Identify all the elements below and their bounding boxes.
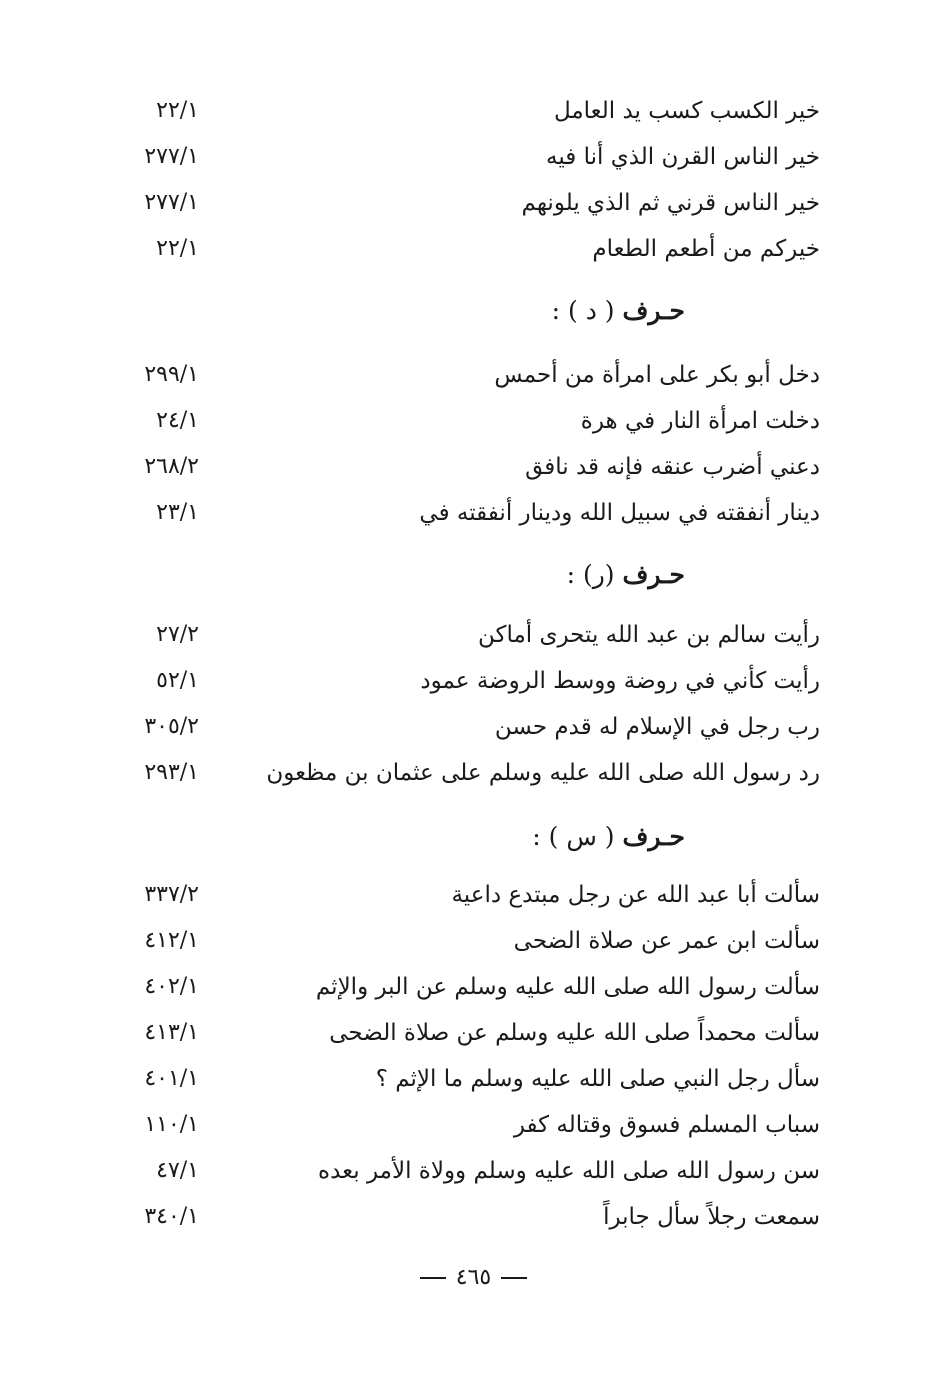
- entry-reference: ٤٧/١: [156, 1158, 199, 1183]
- entry-text: رب رجل في الإسلام له قدم حسن: [494, 714, 820, 740]
- entry-reference: ٣٠٥/٢: [144, 714, 199, 739]
- index-entry: [0, 1056, 947, 1102]
- entry-text: سألت ابن عمر عن صلاة الضحى: [513, 928, 820, 954]
- entry-reference: ٤٠١/١: [144, 1066, 199, 1091]
- index-entry: [0, 750, 947, 796]
- heading-word: حـرف: [622, 296, 685, 325]
- index-entry: [0, 612, 947, 658]
- entry-reference: ٢٧/٢: [156, 622, 199, 647]
- entry-text: سألت أبا عبد الله عن رجل مبتدع داعية: [451, 882, 820, 908]
- entry-reference: ٢٢/١: [156, 98, 199, 123]
- index-entry: [0, 1148, 947, 1194]
- entry-text: خير الكسب كسب يد العامل: [553, 98, 820, 124]
- index-entry: [0, 134, 947, 180]
- entry-text: خيركم من أطعم الطعام: [592, 236, 820, 262]
- entry-text: دخلت امرأة النار في هرة: [580, 408, 820, 434]
- index-entry: [0, 88, 947, 134]
- entry-text: رأيت سالم بن عبد الله يتحرى أماكن: [478, 622, 820, 648]
- index-entry: [0, 226, 947, 272]
- entry-text: رد رسول الله صلى الله عليه وسلم على عثمان بن مظعون: [266, 760, 820, 786]
- entry-reference: ٢٣/١: [156, 500, 199, 525]
- entry-text: رأيت كأني في روضة ووسط الروضة عمود: [420, 668, 820, 694]
- entry-text: دخل أبو بكر على امرأة من أحمس: [494, 362, 820, 388]
- entry-reference: ٣٤٠/١: [144, 1204, 199, 1229]
- entry-reference: ٢٩٩/١: [144, 362, 199, 387]
- entry-reference: ١١٠/١: [144, 1112, 199, 1137]
- index-entry: [0, 872, 947, 918]
- index-entry: [0, 1010, 947, 1056]
- page-number: ٤٦٥: [455, 1265, 492, 1290]
- heading-letter: ( س ) :: [532, 822, 615, 851]
- index-entry: [0, 704, 947, 750]
- index-entry: [0, 398, 947, 444]
- entry-text: سأل رجل النبي صلى الله عليه وسلم ما الإثم ؟: [375, 1066, 820, 1092]
- entry-text: خير الناس قرني ثم الذي يلونهم: [521, 190, 820, 216]
- footer-dash-right: [501, 1277, 527, 1279]
- entry-text: دينار أنفقته في سبيل الله ودينار أنفقته في: [419, 500, 820, 526]
- index-entry: [0, 444, 947, 490]
- index-entry: [0, 658, 947, 704]
- entry-reference: ٢٤/١: [156, 408, 199, 433]
- entry-text: خير الناس القرن الذي أنا فيه: [546, 144, 820, 170]
- footer-dash-left: [420, 1277, 446, 1279]
- entry-reference: ٢٧٧/١: [144, 144, 199, 169]
- page-footer: [0, 1258, 947, 1298]
- index-entry: [0, 490, 947, 536]
- entry-text: سألت محمداً صلى الله عليه وسلم عن صلاة الضحى: [329, 1020, 820, 1046]
- section-heading: [0, 812, 947, 862]
- entry-reference: ٢٢/١: [156, 236, 199, 261]
- heading-word: حـرف: [622, 560, 685, 589]
- entry-reference: ٤١٣/١: [144, 1020, 199, 1045]
- entry-reference: ٤١٢/١: [144, 928, 199, 953]
- entry-text: سباب المسلم فسوق وقتاله كفر: [513, 1112, 820, 1138]
- heading-letter: (ر) :: [566, 560, 615, 589]
- index-entry: [0, 1194, 947, 1240]
- index-entry: [0, 918, 947, 964]
- entry-text: دعني أضرب عنقه فإنه قد نافق: [525, 454, 820, 480]
- heading-letter: ( د ) :: [551, 296, 615, 325]
- entry-reference: ٥٢/١: [156, 668, 199, 693]
- heading-word: حـرف: [622, 822, 685, 851]
- entry-reference: ٢٩٣/١: [144, 760, 199, 785]
- section-heading: [0, 286, 947, 336]
- index-entry: [0, 180, 947, 226]
- entry-text: سمعت رجلاً سأل جابراً: [603, 1204, 820, 1230]
- entry-text: سن رسول الله صلى الله عليه وسلم وولاة الأمر بعده: [318, 1158, 820, 1184]
- entry-reference: ٢٦٨/٢: [144, 454, 199, 479]
- entry-reference: ٢٧٧/١: [144, 190, 199, 215]
- index-entry: [0, 964, 947, 1010]
- entry-reference: ٣٣٧/٢: [144, 882, 199, 907]
- entry-reference: ٤٠٢/١: [144, 974, 199, 999]
- index-entry: [0, 1102, 947, 1148]
- index-entry: [0, 352, 947, 398]
- section-heading: [0, 550, 947, 600]
- entry-text: سألت رسول الله صلى الله عليه وسلم عن البر والإثم: [315, 974, 820, 1000]
